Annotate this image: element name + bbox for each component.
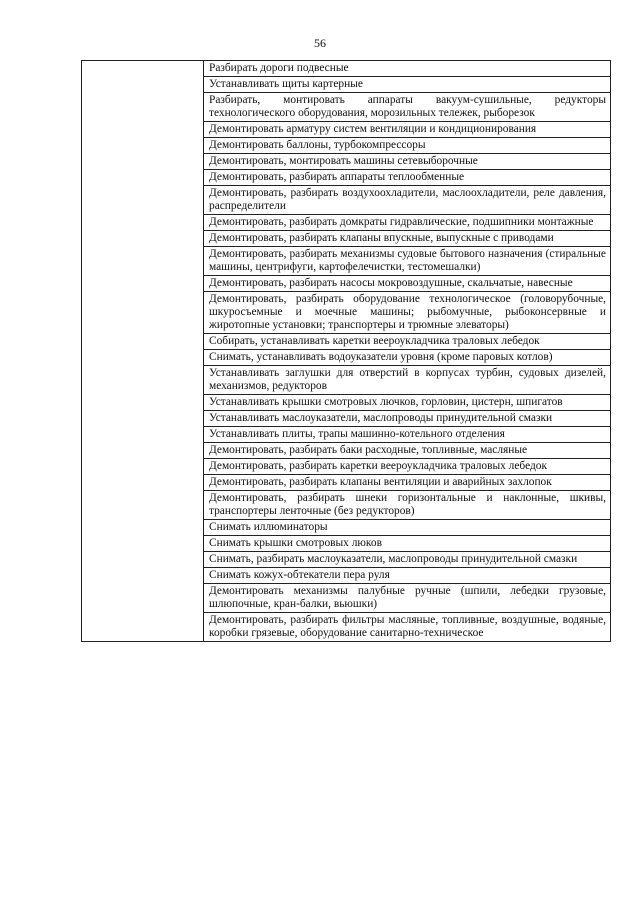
work-item-cell: Демонтировать, разбирать баки расходные, топливные, масляные (204, 443, 611, 459)
work-item-cell: Собирать, устанавливать каретки веероукладчика траловых лебедок (204, 334, 611, 350)
work-item-cell: Демонтировать механизмы палубные ручные (шпили, лебедки грузовые, шлюпочные, кран-балки, вьюшки) (204, 584, 611, 613)
work-item-cell: Демонтировать, монтировать машины сетевыборочные (204, 154, 611, 170)
work-item-cell: Снимать, разбирать маслоуказатели, маслопроводы принудительной смазки (204, 552, 611, 568)
work-item-cell: Демонтировать, разбирать фильтры масляные, топливные, воздушные, водяные, коробки грязевые, оборудование санитарно-техническое (204, 613, 611, 642)
work-item-cell: Демонтировать арматуру систем вентиляции и кондиционирования (204, 122, 611, 138)
empty-left-cell (82, 61, 204, 642)
work-item-cell: Демонтировать, разбирать клапаны вентиляции и аварийных захлопок (204, 475, 611, 491)
work-item-cell: Демонтировать, разбирать воздухоохладители, маслоохладители, реле давления, распределители (204, 186, 611, 215)
work-item-cell: Демонтировать, разбирать клапаны впускные, выпускные с приводами (204, 231, 611, 247)
work-list-body (82, 61, 611, 642)
work-item-cell: Демонтировать, разбирать домкраты гидравлические, подшипники монтажные (204, 215, 611, 231)
work-item-cell: Демонтировать, разбирать шнеки горизонтальные и наклонные, шкивы, транспортеры ленточные (без редукторов) (204, 491, 611, 520)
page-number: 56 (314, 36, 326, 50)
work-item-cell: Демонтировать, разбирать каретки веероукладчика траловых лебедок (204, 459, 611, 475)
work-item-cell: Устанавливать крышки смотровых лючков, горловин, цистерн, шпигатов (204, 395, 611, 411)
work-item-cell: Снимать кожух-обтекатели пера руля (204, 568, 611, 584)
work-item-cell: Разбирать дороги подвесные (204, 61, 611, 77)
work-list-table (81, 60, 611, 642)
work-item-cell: Демонтировать, разбирать насосы мокровоздушные, скальчатые, навесные (204, 276, 611, 292)
work-item-cell: Демонтировать, разбирать аппараты теплообменные (204, 170, 611, 186)
work-item-cell: Разбирать, монтировать аппараты вакуум-сушильные, редукторы технологического оборудования, морозильных тележек, рыборезок (204, 93, 611, 122)
work-item-cell: Снимать иллюминаторы (204, 520, 611, 536)
table-row (82, 61, 611, 77)
work-item-cell: Устанавливать заглушки для отверстий в корпусах турбин, судовых дизелей, механизмов, редукторов (204, 366, 611, 395)
work-item-cell: Демонтировать, разбирать механизмы судовые бытового назначения (стиральные машины, центрифуги, картофелечистки, тестомешалки) (204, 247, 611, 276)
work-item-cell: Устанавливать плиты, трапы машинно-котельного отделения (204, 427, 611, 443)
work-item-cell: Демонтировать баллоны, турбокомпрессоры (204, 138, 611, 154)
work-item-cell: Снимать, устанавливать водоуказатели уровня (кроме паровых котлов) (204, 350, 611, 366)
work-item-cell: Демонтировать, разбирать оборудование технологическое (головорубочные, шкуросъемные и моечные машины; рыбомучные, рыбоконсервные и жиротопные установки; транспортеры и трюмные элеваторы) (204, 292, 611, 334)
work-item-cell: Устанавливать маслоуказатели, маслопроводы принудительной смазки (204, 411, 611, 427)
work-item-cell: Снимать крышки смотровых люков (204, 536, 611, 552)
work-item-cell: Устанавливать щиты картерные (204, 77, 611, 93)
